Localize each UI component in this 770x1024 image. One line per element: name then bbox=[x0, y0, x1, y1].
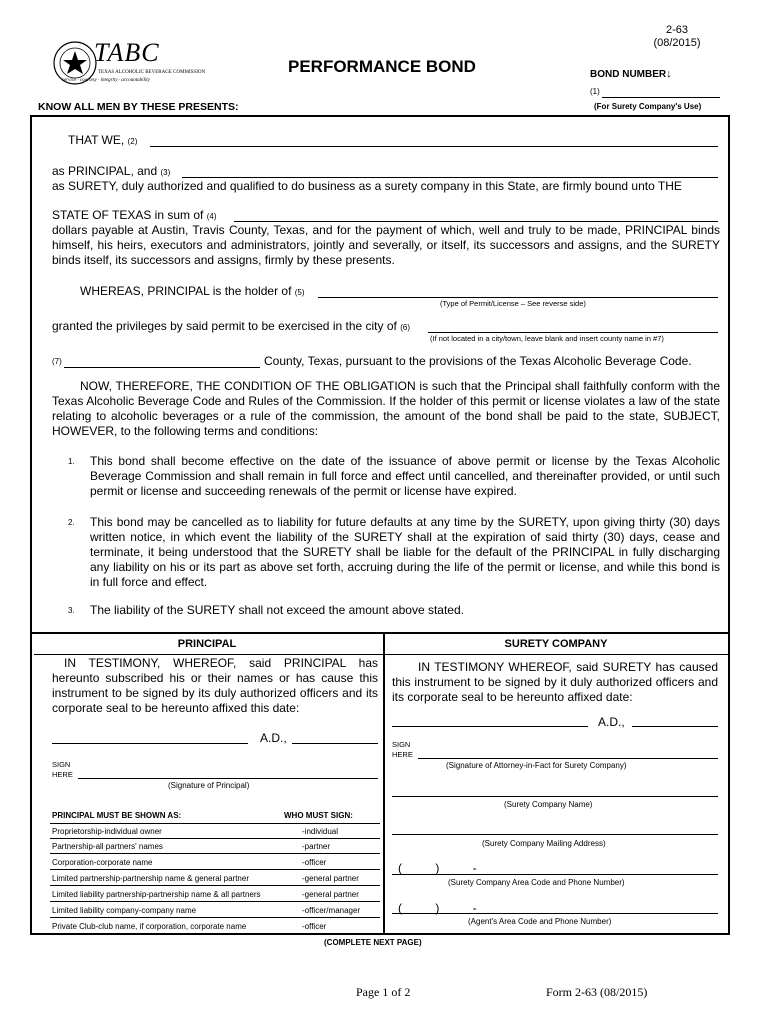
item-3-text: The liability of the SURETY shall not exceed the amount above stated. bbox=[90, 603, 464, 617]
surety-date-input[interactable] bbox=[392, 726, 588, 727]
state-of-texas-label: STATE OF TEXAS in sum of (4) bbox=[52, 208, 217, 222]
section-divider bbox=[31, 632, 729, 634]
county-field-label: (7) bbox=[52, 357, 62, 366]
ps-row-4-shown: Limited partnership-partnership name & general partner bbox=[52, 874, 249, 883]
surety-phone-input[interactable] bbox=[392, 874, 718, 875]
granted-label: granted the privileges by said permit to be exercised in the city of (6) bbox=[52, 319, 410, 333]
ps-row-5-who: -general partner bbox=[302, 890, 359, 899]
city-note: (If not located in a city/town, leave blank and insert county name in #7) bbox=[430, 334, 664, 343]
item-2-text: This bond may be cancelled as to liability for future defaults at any time by the SURETY, upon giving thirty (30) days written notice, in which event the liability of the SURETY shall at the expiration of said thirty (30) days, cease and terminate, it being understood that the SURETY shall be liable for the default of the PRINCIPAL in fully discharging any liability on his or its part as above set forth, accruing during the life of the permit or license, and while this bond is in full force and effect. bbox=[90, 515, 720, 589]
principal-sig-caption: (Signature of Principal) bbox=[168, 781, 250, 790]
agent-phone-caption: (Agent's Area Code and Phone Number) bbox=[468, 917, 612, 926]
ps-row-1-shown: Proprietorship-individual owner bbox=[52, 827, 162, 836]
surety-address-input[interactable] bbox=[392, 834, 718, 835]
surety-heading-rule bbox=[384, 654, 728, 655]
column-divider bbox=[383, 633, 385, 934]
city-input[interactable] bbox=[428, 332, 718, 333]
permit-note: (Type of Permit/License – See reverse side) bbox=[440, 299, 586, 308]
surety-address-caption: (Surety Company Mailing Address) bbox=[482, 839, 606, 848]
surety-company-name-input[interactable] bbox=[392, 796, 718, 797]
page-title: PERFORMANCE BOND bbox=[288, 57, 476, 76]
surety-year-input[interactable] bbox=[632, 726, 718, 727]
ps-row-3-who: -officer bbox=[302, 858, 327, 867]
agent-phone-prefix: ( ) - bbox=[398, 901, 477, 915]
logo-text: TABC bbox=[94, 38, 160, 67]
complete-next-page: (COMPLETE NEXT PAGE) bbox=[324, 938, 422, 947]
ps-row-2-shown: Partnership-all partners' names bbox=[52, 842, 163, 851]
agent-phone-input[interactable] bbox=[392, 913, 718, 914]
ps-row-7-who: -officer bbox=[302, 922, 327, 931]
surety-name-input[interactable] bbox=[182, 177, 718, 178]
principal-year-input[interactable] bbox=[292, 743, 378, 744]
form-date: (08/2015) bbox=[653, 37, 701, 49]
surety-use-note: (For Surety Company's Use) bbox=[594, 102, 702, 111]
item-3-num: 3. bbox=[68, 606, 75, 615]
logo-subtitle: TEXAS ALCOHOLIC BEVERAGE COMMISSION bbox=[98, 70, 206, 75]
principal-here-label: HERE bbox=[52, 770, 73, 779]
ps-row-6-shown: Limited liability company-company name bbox=[52, 906, 197, 915]
ps-row-7-shown: Private Club-club name, if corporation, corporate name bbox=[52, 922, 247, 931]
ps-row-3-shown: Corporation-corporate name bbox=[52, 858, 153, 867]
surety-heading: SURETY COMPANY bbox=[504, 638, 608, 650]
principal-heading-rule bbox=[34, 654, 383, 655]
know-all-men: KNOW ALL MEN BY THESE PRESENTS: bbox=[38, 101, 239, 113]
item-2-num: 2. bbox=[68, 518, 75, 527]
ps-rule bbox=[50, 823, 380, 824]
item-1-text: This bond shall become effective on the date of the issuance of above permit or license by the Texas Alcoholic Beverage Commission and shall remain in full force and effect until cancelled, and thereinafter provided, or until such permit or license and succeeding renewals of the permit or license have expired. bbox=[90, 454, 720, 498]
ps-row-4-who: -general partner bbox=[302, 874, 359, 883]
principal-name-input[interactable] bbox=[150, 146, 718, 147]
form-footer-label: Form 2-63 (08/2015) bbox=[546, 985, 648, 999]
county-input[interactable] bbox=[64, 367, 260, 368]
bond-number-field-label: (1) bbox=[590, 87, 600, 96]
county-text: County, Texas, pursuant to the provisions of the Texas Alcoholic Beverage Code. bbox=[264, 354, 692, 368]
whereas-label: WHEREAS, PRINCIPAL is the holder of (5) bbox=[80, 284, 305, 298]
ps-rule bbox=[50, 853, 380, 854]
arrow-down-icon: ↓ bbox=[666, 68, 672, 80]
surety-phone-prefix: ( ) - bbox=[398, 861, 477, 875]
bond-amount-input[interactable] bbox=[234, 221, 718, 222]
surety-signature-input[interactable] bbox=[418, 758, 718, 759]
ps-rule bbox=[50, 869, 380, 870]
permit-type-input[interactable] bbox=[318, 297, 718, 298]
item-1-num: 1. bbox=[68, 457, 75, 466]
principal-sign-label: SIGN bbox=[52, 760, 71, 769]
surety-testimony: IN TESTIMONY WHEREOF, said SURETY has caused this instrument to be signed by it duly authorized officers and its corporate seal to be hereunto affixed date: bbox=[392, 660, 718, 704]
ps-rule bbox=[50, 917, 380, 918]
bond-number-label: BOND NUMBER↓ bbox=[590, 68, 672, 80]
surety-phone-caption: (Surety Company Area Code and Phone Number) bbox=[448, 878, 625, 887]
bond-number-input[interactable] bbox=[602, 97, 720, 98]
dollars-payable-text: dollars payable at Austin, Travis County, Texas, and for the payment of which, well and truly to be made, PRINCIPAL binds himself, his heirs, executors and administrators, jointly and severally, or itself, its successors and assigns, and the SURETY binds itself, its successors and assigns, firmly by these presents. bbox=[52, 223, 720, 267]
ps-row-5-shown: Limited liability partnership-partnership name & all partners bbox=[52, 890, 261, 899]
surety-ad-label: A.D., bbox=[598, 715, 625, 729]
surety-here-label: HERE bbox=[392, 750, 413, 759]
ps-rule bbox=[50, 838, 380, 839]
principal-heading: PRINCIPAL bbox=[177, 638, 237, 650]
ps-row-6-who: -officer/manager bbox=[302, 906, 361, 915]
principal-signature-input[interactable] bbox=[78, 778, 378, 779]
ps-rule bbox=[50, 901, 380, 902]
principal-date-input[interactable] bbox=[52, 743, 248, 744]
tabc-logo bbox=[52, 38, 206, 86]
principal-ad-label: A.D., bbox=[260, 731, 287, 745]
as-surety-text: as SURETY, duly authorized and qualified to do business as a surety company in this State, are firmly bound unto THE bbox=[52, 179, 682, 193]
ps-row-1-who: -individual bbox=[302, 827, 339, 836]
now-therefore-text: NOW, THEREFORE, THE CONDITION OF THE OBLIGATION is such that the Principal shall faithfully conform with the Texas Alcoholic Beverage Code and Rules of the Commission. If the holder of this permit or license violates a law of the state relating to alcoholic beverages or a rule of the commission, the amount of the bond shall be paid to the state, SUBJECT, HOWEVER, to the following terms and conditions: bbox=[52, 379, 720, 438]
who-sign-heading: WHO MUST SIGN: bbox=[284, 811, 353, 820]
ps-row-2-who: -partner bbox=[302, 842, 331, 851]
as-principal-label: as PRINCIPAL, and (3) bbox=[52, 164, 171, 178]
logo-motto: service · courtesy · integrity · accountability bbox=[62, 78, 150, 83]
surety-sig-caption: (Signature of Attorney-in-Fact for Surety Company) bbox=[446, 761, 627, 770]
that-we-label: THAT WE, (2) bbox=[68, 133, 138, 147]
surety-sign-label: SIGN bbox=[392, 740, 411, 749]
form-number: 2-63 bbox=[665, 24, 689, 36]
page-number: Page 1 of 2 bbox=[356, 985, 411, 999]
ps-rule bbox=[50, 885, 380, 886]
principal-testimony: IN TESTIMONY, WHEREOF, said PRINCIPAL has hereunto subscribed his or their names or has cause this instrument to be signed by its duly authorized officers and its corporate seal to be hereunto affixed this date: bbox=[52, 656, 378, 715]
shown-as-heading: PRINCIPAL MUST BE SHOWN AS: bbox=[52, 811, 182, 820]
surety-name-caption: (Surety Company Name) bbox=[504, 800, 593, 809]
